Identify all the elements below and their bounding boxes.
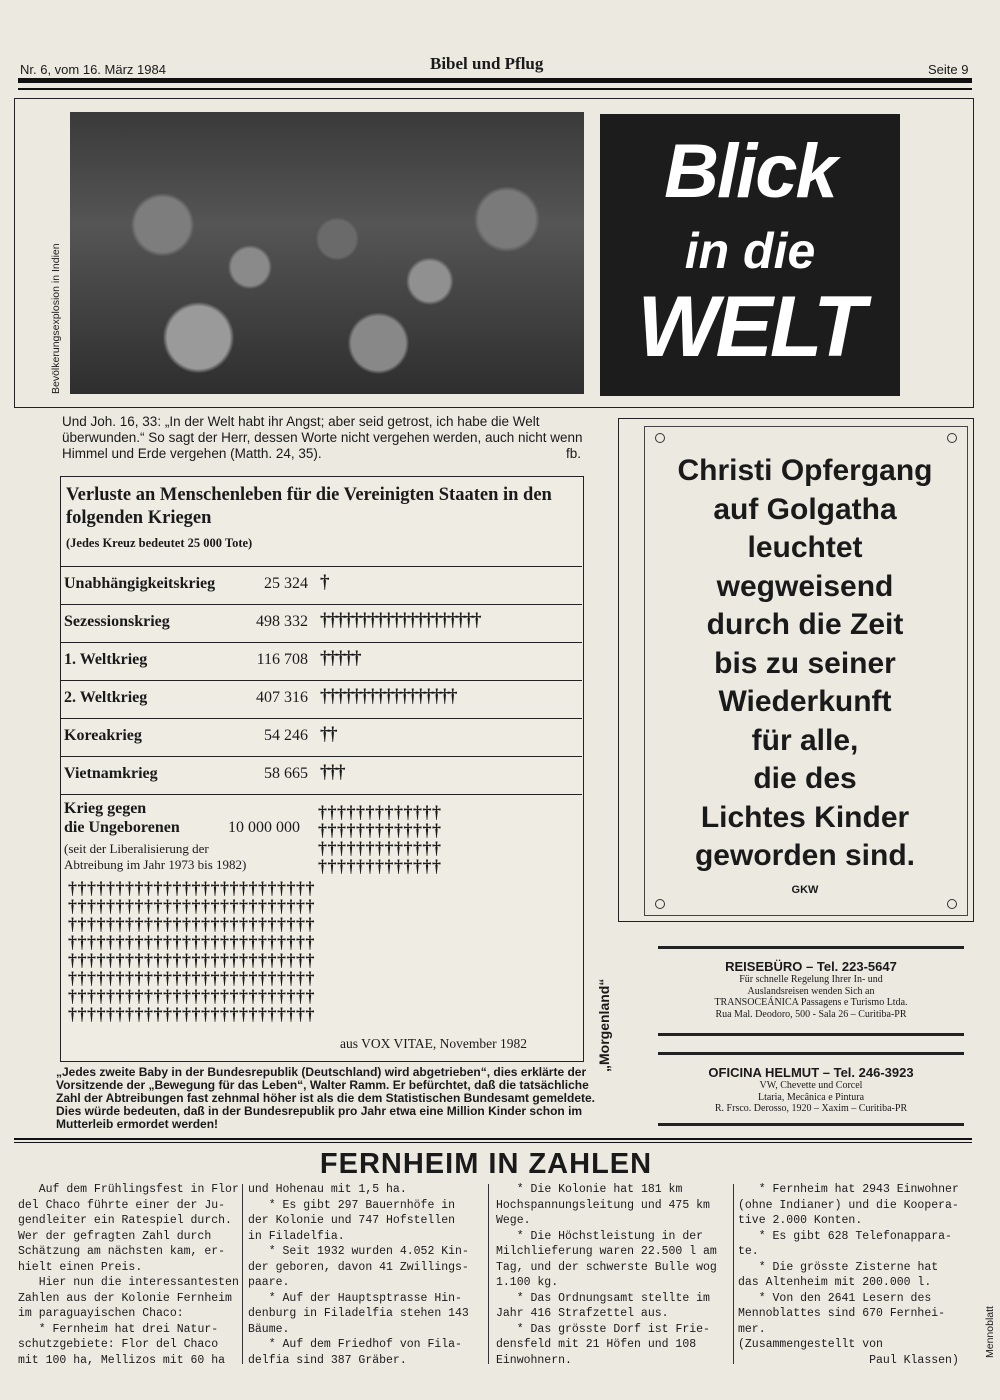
table-row (60, 756, 582, 795)
reisebuero-line: Auslandsreisen wenden Sich an (747, 985, 875, 997)
ad-line: auf Golgatha (713, 492, 897, 526)
war-name: 1. Weltkrieg (64, 651, 148, 668)
reisebuero-ad (658, 946, 964, 1036)
ad-line: geworden sind. (694, 839, 916, 872)
rivet-icon (655, 899, 665, 909)
verse-signature: fb. (566, 446, 582, 461)
abortion-note: „Jedes zweite Baby in der Bundesrepublik (Deutschland) wird abgetrieben“, dies erklärte der Vorsitzende der „Bewegung für das Leben“, Walter Ramm. Er befürchtet, daß die tatsächliche Zahl der Abtreibungen fast zehnmal höher ist als die dem Statistischen Bundesamt gemeldete. Dies würde bedeuten, daß in der Bundesrepublik pro Jahr etwa eine Million Kinder schon im Mutterleib ermordet werden! (56, 1065, 596, 1131)
war-deaths: 58 665 (264, 765, 308, 782)
cross-icons: ††††† (320, 648, 360, 669)
war-deaths: 498 332 (256, 613, 308, 630)
cross-icons: † (320, 572, 328, 593)
issue-date: Nr. 6, vom 16. März 1984 (20, 62, 166, 77)
ad-line: durch die Zeit (706, 608, 904, 641)
war-deaths: 25 324 (264, 575, 308, 592)
cross-row-icons: ††††††††††††† (318, 838, 442, 858)
ad-line: die des (753, 762, 857, 795)
war-name: Unabhängigkeitskrieg (64, 575, 216, 592)
table-row (60, 566, 582, 605)
cross-row-icons: †††††††††††††††††††††††††† (68, 950, 315, 970)
crowd-photo (70, 112, 584, 394)
photo-caption: Bevölkerungsexplosion in Indien (50, 243, 62, 394)
table-row (60, 680, 582, 719)
cross-row-icons: ††††††††††††† (318, 802, 442, 822)
war-name: 2. Weltkrieg (64, 689, 148, 706)
reisebuero-line: Für schnelle Regelung Ihrer In- und (739, 974, 883, 985)
war-deaths: 407 316 (256, 689, 308, 706)
table-subtitle: (Jedes Kreuz bedeutet 25 000 Tote) (66, 536, 253, 550)
oficina-line: VW, Chevette und Corcel (759, 1080, 863, 1091)
oficina-line: R. Frsco. Derosso, 1920 – Xaxim – Curitiba-PR (714, 1103, 908, 1114)
reisebuero-line: Rua Mal. Deodoro, 500 - Sala 26 – Curitiba-PR (715, 1008, 907, 1020)
banner-line-3: WELT (637, 279, 863, 375)
unborn-name-2: die Ungeborenen (64, 819, 180, 836)
cross-icons: ††††††††††††††††† (320, 686, 456, 707)
side-credit-morgenland: „Morgenland“ (596, 978, 612, 1072)
table-title: Verluste an Menschenleben für die Vereinigten Staaten in den folgenden Kriegen (66, 485, 552, 528)
unborn-note-1: (seit der Liberalisierung der (64, 841, 209, 856)
oficina-line: Ltaria, Mecânica e Pintura (757, 1091, 865, 1103)
cross-icons: ††† (320, 762, 344, 783)
cross-row-icons: †††††††††††††††††††††††††† (68, 968, 315, 988)
unborn-note-2: Abtreibung im Jahr 1973 bis 1982) (64, 857, 247, 872)
fernheim-title: FERNHEIM IN ZAHLEN (319, 1148, 653, 1180)
fernheim-column-3: * Die Kolonie hat 181 km Hochspannungsleitung und 475 km Wege. * Die Höchstleistung in der Milchlieferung waren 22.500 l am Tag, und der schwerste Bulle wog 1.100 kg. * Das Ordnungsamt stellte im Jahr 416 Strafzettel aus. * Das grösste Dorf ist Frie- densfeld mit 21 Höfen und 108 Einwohnern. (496, 1183, 717, 1367)
cross-row-icons: †††††††††††††††††††††††††† (68, 878, 315, 898)
cross-row-icons: †††††††††††††††††††††††††† (68, 896, 315, 916)
war-name: Koreakrieg (64, 727, 142, 744)
header-rule-thin (18, 88, 972, 90)
column-divider (733, 1184, 734, 1364)
bible-verse: Und Joh. 16, 33: „In der Welt habt ihr Angst; aber seid getrost, ich habe die Welt überwunden.“ So sagt der Herr, dessen Worte nicht vergehen werden, auch nicht wenn Himmel und Erde vergehen (Matth. 24, 35). (62, 414, 583, 461)
section-rule-thin (14, 1142, 972, 1143)
cross-row-icons: †††††††††††††††††††††††††† (68, 914, 315, 934)
cross-row-icons: ††††††††††††† (318, 820, 442, 840)
ad-line: Christi Opfergang (677, 454, 933, 487)
rivet-icon (947, 433, 957, 443)
oficina-title: OFICINA HELMUT – Tel. 246-3923 (708, 1065, 914, 1080)
fernheim-column-4: * Fernheim hat 2943 Einwohner (ohne Indianer) und die Koopera- tive 2.000 Konten. * Es gibt 628 Telefonappara- te. * Die grösste Zisterne hat das Altenheim mit 200.000 l. * Von den 2641 Lesern des Mennoblattes sind 670 Fernhei- mer. (Zusammengestellt von Paul Klassen) (738, 1183, 959, 1367)
ad-line: wegweisend (716, 569, 894, 603)
section-rule (14, 1138, 972, 1140)
reisebuero-title: REISEBÜRO – Tel. 223-5647 (725, 959, 897, 974)
ad-line: Lichtes Kinder (700, 800, 910, 834)
war-name: Vietnamkrieg (64, 765, 158, 782)
rivet-icon (655, 433, 665, 443)
fernheim-column-2: und Hohenau mit 1,5 ha. * Es gibt 297 Bauernhöfe in der Kolonie und 747 Hofstellen in Filadelfia. * Seit 1932 wurden 4.052 Kin- der geboren, davon 41 Zwillings- paare. * Auf der Hauptsptrasse Hin- denburg in Filadelfia stehen 143 Bäume. * Auf dem Friedhof von Fila- delfia sind 387 Gräber. (248, 1183, 469, 1367)
table-row (60, 642, 582, 681)
cross-row-icons: †††††††††††††††††††††††††† (68, 932, 315, 952)
side-credit-mennoblatt: Mennoblatt (984, 1306, 996, 1358)
cross-row-icons: ††††††††††††† (318, 856, 442, 876)
unborn-deaths: 10 000 000 (228, 819, 300, 836)
cross-row-icons: †††††††††††††††††††††††††† (68, 1004, 315, 1024)
ad-signature: GKW (791, 884, 819, 896)
table-row (60, 718, 582, 757)
war-deaths: 116 708 (256, 651, 308, 668)
table-row-unborn (60, 794, 582, 795)
table-source: aus VOX VITAE, November 1982 (340, 1036, 528, 1051)
fernheim-column-1: Auf dem Frühlingsfest in Flor del Chaco führte einer der Ju- gendleiter ein Ratespiel durch. Wer der gefragten Zahl durch Schätzung am nächsten kam, er- hielt einen Preis. Hier nun die interessantesten Zahlen aus der Kolonie Fernheim im paraguayischen Chaco: * Fernheim hat drei Natur- schutzgebiete: Flor del Chaco mit 100 ha, Mellizos mit 60 ha (18, 1183, 239, 1367)
rivet-icon (947, 899, 957, 909)
cross-icons: †† (320, 724, 336, 745)
oficina-ad (658, 1052, 964, 1126)
paper-title: Bibel und Pflug (430, 54, 544, 73)
reisebuero-line: TRANSOCEÁNICA Passagens e Turismo Ltda. (714, 997, 908, 1008)
christi-ad-text (644, 452, 966, 876)
ad-line: Wiederkunft (718, 685, 892, 718)
ad-line: für alle, (751, 723, 859, 757)
war-deaths: 54 246 (264, 727, 308, 744)
cross-icons: †††††††††††††††††††† (320, 610, 480, 631)
header-rule (18, 78, 972, 83)
page-number: Seite 9 (928, 62, 969, 77)
unborn-name-1: Krieg gegen (64, 800, 147, 817)
cross-row-icons: †††††††††††††††††††††††††† (68, 986, 315, 1006)
column-divider (242, 1184, 243, 1364)
war-name: Sezessionskrieg (64, 613, 170, 630)
ad-line: leuchtet (747, 531, 863, 564)
table-row (60, 604, 582, 643)
ad-line: bis zu seiner (714, 646, 896, 680)
column-divider (488, 1184, 489, 1364)
blick-in-die-welt-banner (600, 114, 900, 396)
banner-line-2: in die (684, 223, 816, 279)
banner-line-1: Blick (664, 129, 836, 214)
